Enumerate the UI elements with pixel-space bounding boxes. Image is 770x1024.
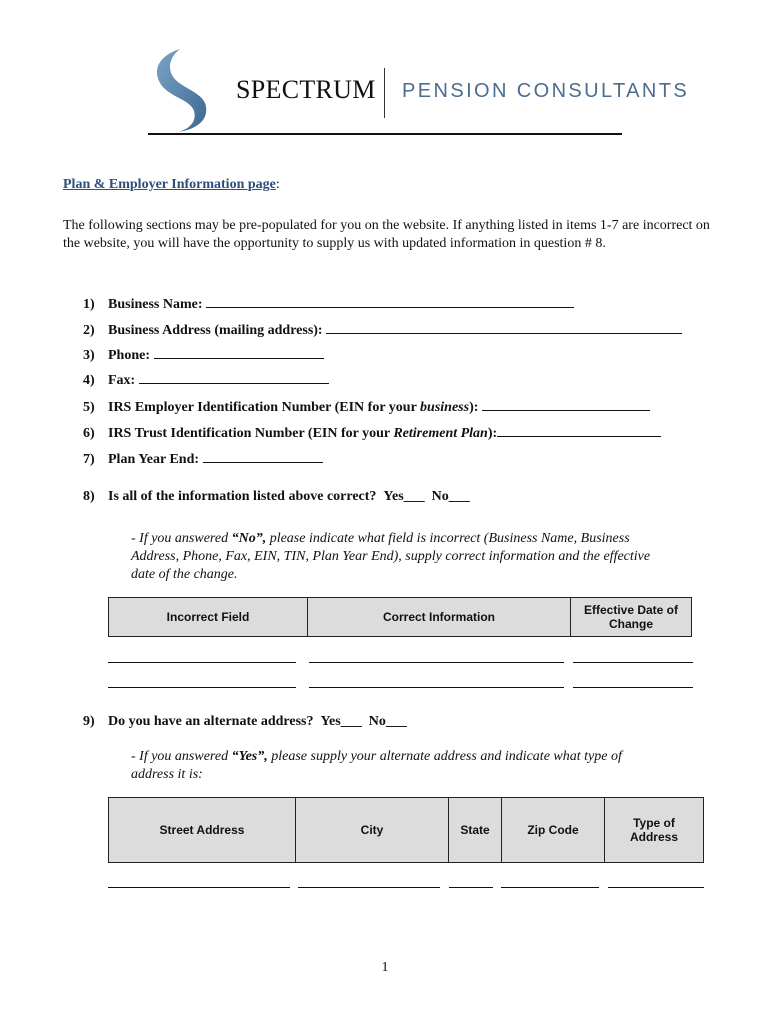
correct-information-input-2[interactable] [309,687,564,688]
incorrect-field-table [108,597,692,637]
header-state: State [449,798,502,863]
item-employer-ein [83,397,650,416]
effective-date-input-1[interactable] [573,662,693,663]
item-trust-ein [83,423,661,442]
note-line1: please indicate what field is incorrect (Business Name, Business [266,531,630,546]
alternate-address-table [108,797,704,863]
item-number: 3) [83,348,95,363]
item-label: Plan Year End: [108,452,200,467]
logo-tagline: PENSION CONSULTANTS [402,80,690,102]
item-label: Phone: [108,348,150,363]
incorrect-field-input-2[interactable] [108,687,296,688]
item-number: 6) [83,426,95,441]
item-phone [83,345,324,364]
question-text: Is all of the information listed above correct? [108,489,377,504]
plan-year-end-field[interactable] [203,449,323,463]
item-label-post: ): [487,426,498,441]
effective-date-input-2[interactable] [573,687,693,688]
note-pre: - If you answered [131,531,232,546]
item-label-em: Retirement Plan [393,426,488,441]
header-type-of-address [605,798,704,863]
page-heading-colon: : [275,177,280,192]
note-line2: address it is: [131,767,203,782]
logo-name: SPECTRUM [236,75,376,104]
item-label-em: business [420,400,470,415]
item-label-pre: IRS Employer Identification Number (EIN for your [108,400,421,415]
item-number: 7) [83,452,95,467]
item-plan-year-end [83,449,323,468]
city-input[interactable] [298,887,440,888]
item-number: 8) [83,489,95,504]
item-number: 9) [83,714,95,729]
header-type-line2: Address [629,830,679,844]
page-heading [63,177,280,193]
page-heading-text: Plan & Employer Information page [63,177,276,192]
note-line2: Address, Phone, Fax, EIN, TIN, Plan Year End), supply correct information and the effective [131,549,651,564]
q9-yes-option[interactable]: Yes___ [320,714,362,729]
question-8 [83,489,470,505]
item-fax [83,370,329,389]
fax-field[interactable] [139,370,329,384]
header-effective-date-line1: Effective Date of [583,603,679,617]
question-9 [83,714,407,730]
item-label-pre: IRS Trust Identification Number (EIN for your [108,426,394,441]
header-zip-code: Zip Code [502,798,605,863]
state-input[interactable] [449,887,493,888]
spectrum-logo-swoosh-icon [150,47,212,133]
q8-instruction [131,530,650,584]
item-business-name [83,294,574,313]
page-number: 1 [381,960,389,975]
q8-no-option[interactable]: No___ [431,489,470,504]
item-business-address [83,320,682,339]
item-label-post: ): [469,400,479,415]
item-number: 2) [83,323,95,338]
employer-ein-field[interactable] [482,397,650,411]
note-pre: - If you answered [131,749,232,764]
header-incorrect-field: Incorrect Field [109,598,308,637]
header-street-address: Street Address [109,798,296,863]
header-city: City [296,798,449,863]
header-effective-date-line2: Change [608,617,653,631]
item-number: 1) [83,297,95,312]
header-rule [148,133,622,135]
note-line1: please supply your alternate address and indicate what type of [267,749,622,764]
type-of-address-input[interactable] [608,887,704,888]
item-label: Business Address (mailing address): [108,323,323,338]
item-number: 5) [83,400,95,415]
item-number: 4) [83,373,95,388]
zip-code-input[interactable] [501,887,599,888]
question-text: Do you have an alternate address? [108,714,314,729]
correct-information-input-1[interactable] [309,662,564,663]
note-line3: date of the change. [131,567,238,582]
note-bold: “Yes”, [231,749,268,764]
business-address-field[interactable] [326,320,682,334]
street-address-input[interactable] [108,887,290,888]
business-name-field[interactable] [206,294,574,308]
item-label: Business Name: [108,297,203,312]
intro-paragraph: The following sections may be pre-populated for you on the website. If anything listed in items 1-7 are incorrect on the website, you will have the opportunity to supply us with updated information in question # 8. [63,218,710,251]
item-label: Fax: [108,373,136,388]
header-correct-information: Correct Information [308,598,571,637]
header-type-line1: Type of [633,816,675,830]
logo-divider [384,68,385,118]
incorrect-field-input-1[interactable] [108,662,296,663]
q9-instruction [131,748,622,784]
note-bold: “No”, [231,531,267,546]
q8-yes-option[interactable]: Yes___ [383,489,425,504]
trust-ein-field[interactable] [497,423,661,437]
q9-no-option[interactable]: No___ [368,714,407,729]
phone-field[interactable] [154,345,324,359]
header-effective-date [571,598,692,637]
